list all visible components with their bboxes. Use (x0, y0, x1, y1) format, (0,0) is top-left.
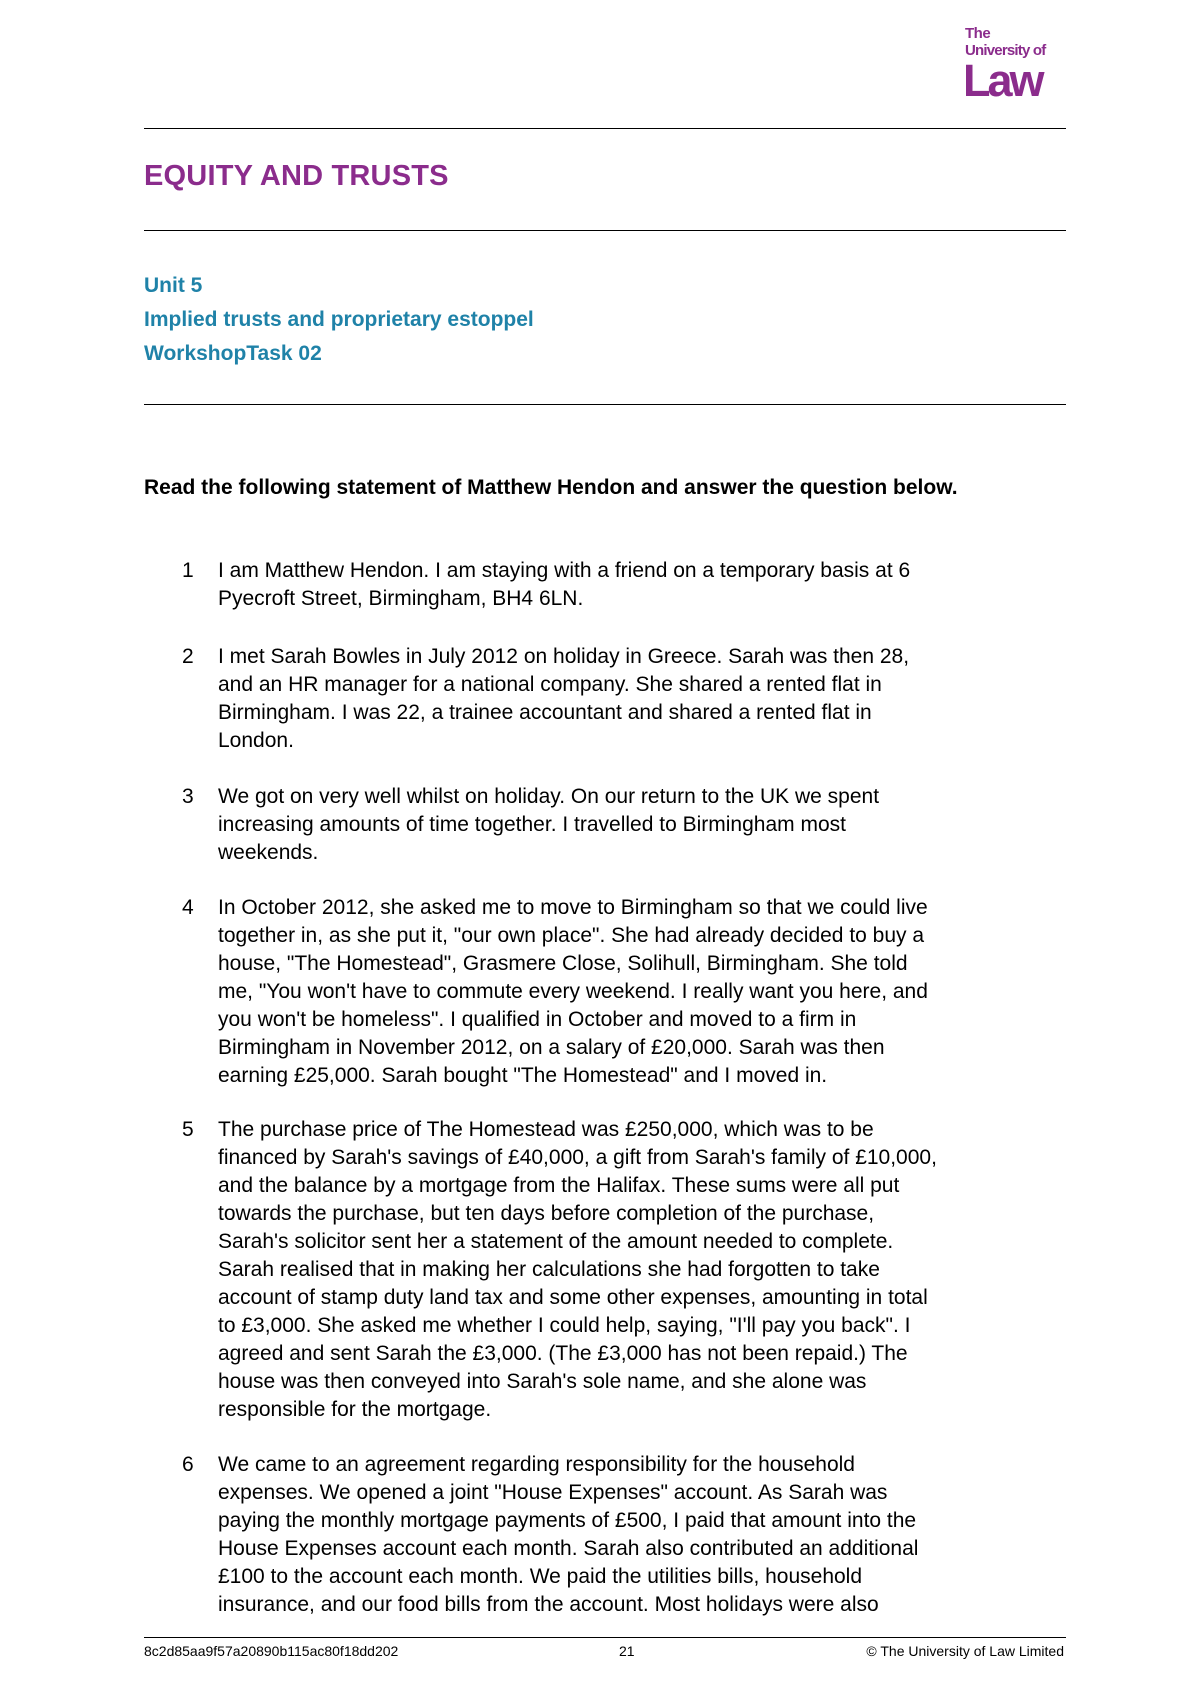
topic-heading: Implied trusts and proprietary estoppel (144, 308, 534, 331)
footer-rule (144, 1637, 1066, 1638)
unit-heading: Unit 5 (144, 274, 203, 297)
paragraph-line: to £3,000. She asked me whether I could help, saying, "I'll pay you back". I (218, 1314, 911, 1337)
footer-document-id: 8c2d85aa9f57a20890b115ac80f18dd202 (144, 1643, 399, 1659)
page-title: EQUITY AND TRUSTS (144, 160, 449, 192)
paragraph-line: I am Matthew Hendon. I am staying with a friend on a temporary basis at 6 (218, 559, 911, 582)
paragraph-line: Birmingham. I was 22, a trainee accountant and shared a rented flat in (218, 701, 872, 724)
paragraph-line: expenses. We opened a joint "House Expenses" account. As Sarah was (218, 1481, 888, 1504)
paragraph-line: agreed and sent Sarah the £3,000. (The £3,000 has not been repaid.) The (218, 1342, 908, 1365)
paragraph-number: 2 (182, 645, 194, 668)
logo-line-the: The (965, 25, 991, 42)
paragraph-number: 1 (182, 559, 194, 582)
paragraph-line: towards the purchase, but ten days before completion of the purchase, (218, 1202, 875, 1225)
paragraph-line: insurance, and our food bills from the account. Most holidays were also (218, 1593, 879, 1616)
paragraph-line: you won't be homeless". I qualified in October and moved to a firm in (218, 1008, 857, 1031)
paragraph-line: responsible for the mortgage. (218, 1398, 492, 1421)
paragraph-line: Birmingham in November 2012, on a salary of £20,000. Sarah was then (218, 1036, 885, 1059)
logo-line-law: Law (963, 55, 1042, 106)
paragraph-line: Sarah realised that in making her calculations she had forgotten to take (218, 1258, 880, 1281)
paragraph-line: London. (218, 729, 294, 752)
paragraph-line: Sarah's solicitor sent her a statement of the amount needed to complete. (218, 1230, 894, 1253)
header-rule-bottom (144, 404, 1066, 405)
footer-copyright: © The University of Law Limited (866, 1643, 1064, 1659)
paragraph-line: £100 to the account each month. We paid the utilities bills, household (218, 1565, 863, 1588)
paragraph-line: paying the monthly mortgage payments of £500, I paid that amount into the (218, 1509, 917, 1532)
paragraph-number: 3 (182, 785, 194, 808)
paragraph-line: and the balance by a mortgage from the Halifax. These sums were all put (218, 1174, 900, 1197)
paragraph-line: house was then conveyed into Sarah's sole name, and she alone was (218, 1370, 867, 1393)
paragraph-line: I met Sarah Bowles in July 2012 on holiday in Greece. Sarah was then 28, (218, 645, 910, 668)
paragraph-line: account of stamp duty land tax and some other expenses, amounting in total (218, 1286, 928, 1309)
paragraph-line: weekends. (218, 841, 319, 864)
paragraph-line: house, "The Homestead", Grasmere Close, Solihull, Birmingham. She told (218, 952, 908, 975)
logo-line-university: University of (965, 42, 1046, 59)
paragraph-line: increasing amounts of time together. I travelled to Birmingham most (218, 813, 846, 836)
paragraph-number: 5 (182, 1118, 194, 1141)
header-rule-top (144, 128, 1066, 129)
paragraph-line: In October 2012, she asked me to move to Birmingham so that we could live (218, 896, 928, 919)
paragraph-line: financed by Sarah's savings of £40,000, a gift from Sarah's family of £10,000, (218, 1146, 937, 1169)
paragraph-number: 6 (182, 1453, 194, 1476)
paragraph-line: House Expenses account each month. Sarah also contributed an additional (218, 1537, 919, 1560)
paragraph-line: together in, as she put it, "our own place". She had already decided to buy a (218, 924, 925, 947)
paragraph-line: We got on very well whilst on holiday. On our return to the UK we spent (218, 785, 880, 808)
paragraph-line: me, "You won't have to commute every weekend. I really want you here, and (218, 980, 928, 1003)
paragraph-number: 4 (182, 896, 194, 919)
task-heading: WorkshopTask 02 (144, 342, 322, 365)
footer-page-number: 21 (619, 1643, 635, 1659)
university-logo (963, 22, 1063, 104)
paragraph-line: earning £25,000. Sarah bought "The Homestead" and I moved in. (218, 1064, 828, 1087)
paragraph-line: and an HR manager for a national company. She shared a rented flat in (218, 673, 882, 696)
paragraph-line: The purchase price of The Homestead was £250,000, which was to be (218, 1118, 874, 1141)
paragraph-line: We came to an agreement regarding responsibility for the household (218, 1453, 855, 1476)
paragraph-line: Pyecroft Street, Birmingham, BH4 6LN. (218, 587, 584, 610)
header-rule-middle (144, 230, 1066, 231)
intro-instruction: Read the following statement of Matthew Hendon and answer the question below. (144, 476, 958, 499)
